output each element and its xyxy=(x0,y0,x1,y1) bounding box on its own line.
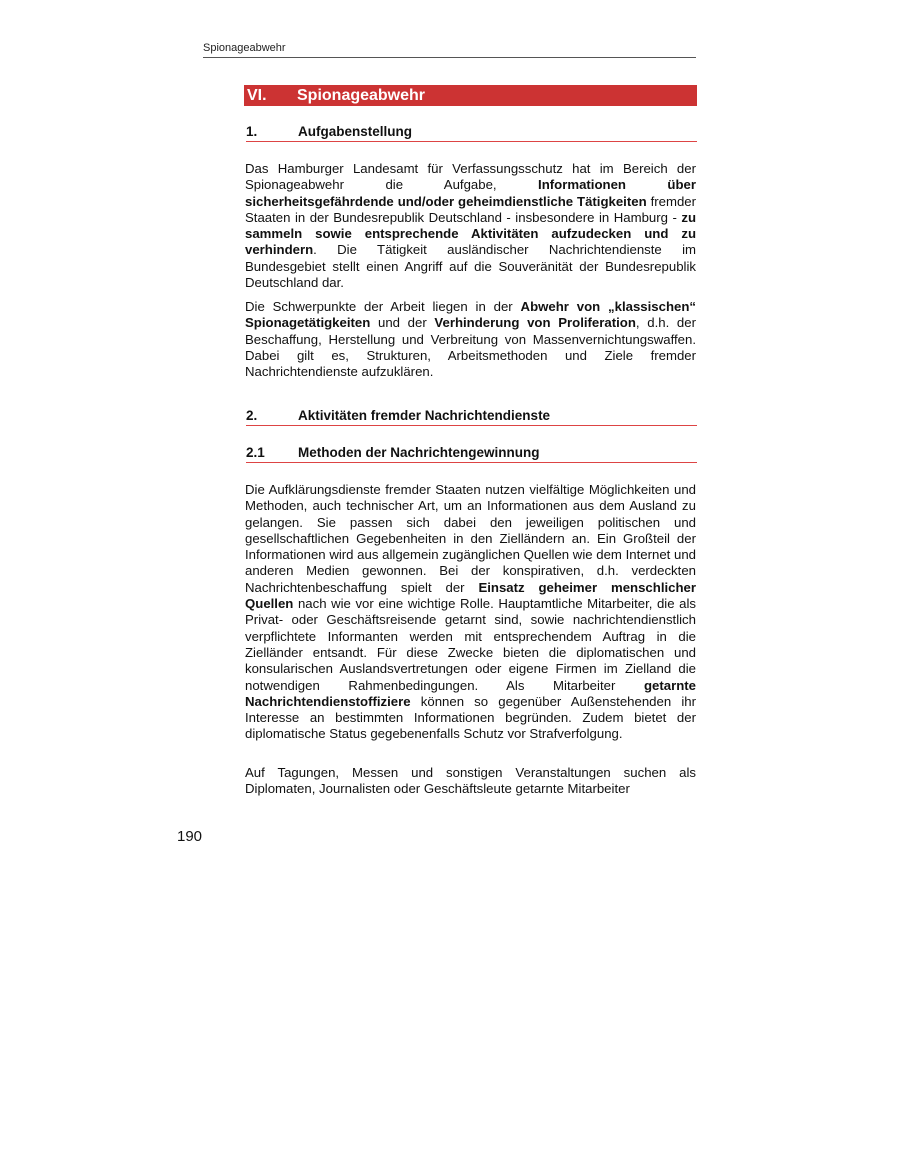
section-title: Aufgabenstellung xyxy=(298,124,412,139)
paragraph-text: . Die Tätigkeit ausländischer Nachrichtendienste im Bundesgebiet stellt einen Angriff auf die Souveränität der Bundesrepublik Deutschland dar. xyxy=(245,242,696,291)
paragraph-text: nach wie vor eine wichtige Rolle. Hauptamtliche Mitarbeiter, die als Privat- oder Geschäftsreisende getarnt sind, sowie nachrichtendienstlich verpflichtete Informanten werden mit entsprechendem Auftrag in die Zielländer entsandt. Für diese Zwecke bieten die diplomatischen und konsularischen Auslandsvertretungen oder eigene Firmen im Zielland die notwendigen Rahmenbedingungen. Als Mitarbeiter xyxy=(245,596,696,693)
section-number: 1. xyxy=(246,124,258,139)
section-number: 2. xyxy=(246,408,258,423)
chapter-title: Spionageabwehr xyxy=(297,86,426,104)
paragraph-aufgabenstellung xyxy=(245,161,696,291)
page-number: 190 xyxy=(177,828,203,845)
paragraph-text: Das Hamburger Landesamt für Verfassungsschutz hat im Bereich der Spionageabwehr die Aufgabe, xyxy=(245,161,696,193)
section-title: Aktivitäten fremder Nachrichtendienste xyxy=(298,408,551,423)
section-title: Methoden der Nachrichtengewinnung xyxy=(298,445,540,460)
paragraph-text: Die Aufklärungsdienste fremder Staaten nutzen vielfältige Möglichkeiten und Methoden, auch technischer Art, um an Informationen aus dem Ausland zu gelangen. Sie passen sich dabei den jeweiligen politischen und gesellschaftlichen Gegebenheiten in den Zielländern an. Ein Großteil der Informationen wird aus allgemein zugänglichen Quellen wie dem Internet und anderen Medien gewonnen. Bei der konspirativen, d.h. verdeckten Nachrichtenbeschaffung spielt der xyxy=(245,482,696,595)
paragraph-text: und der xyxy=(370,315,435,331)
chapter-number: VI. xyxy=(247,86,267,104)
section-heading-2 xyxy=(246,408,697,426)
paragraph-text: fremder Staaten in der Bundesrepublik Deutschland - insbesondere in Hamburg - xyxy=(245,193,697,225)
paragraph-bold: Abwehr von „klassischen“ Spionagetätigkeiten xyxy=(245,299,696,331)
paragraph-text: können so gegenüber Außenstehenden ihr Interesse an bestimmten Informationen begründen. Zudem bietet der diplomatische Status gegebenenfalls Schutz vor Strafverfolgung. xyxy=(245,693,696,742)
chapter-heading xyxy=(244,85,697,106)
section-number: 2.1 xyxy=(246,445,265,460)
subsection-heading-2-1 xyxy=(246,445,697,463)
paragraph-schwerpunkte xyxy=(245,299,696,380)
running-header: Spionageabwehr xyxy=(203,42,696,58)
paragraph-bold: Einsatz geheimer menschlicher Quellen xyxy=(245,579,696,612)
paragraph-bold: Informationen über sicherheitsgefährdende und/oder geheimdienstliche Tätigkeiten xyxy=(245,177,697,209)
section-heading-1 xyxy=(246,124,697,142)
paragraph-bold: Verhinderung von Proliferation xyxy=(434,315,636,331)
paragraph-tagungen: Auf Tagungen, Messen und sonstigen Veranstaltungen suchen als Diplomaten, Journalisten oder Geschäftsleute getarnte Mitarbeiter xyxy=(245,765,696,797)
paragraph-bold: getarnte Nachrichtendienstoffiziere xyxy=(245,677,696,709)
paragraph-text: , d.h. der Beschaffung, Herstellung und Verbreitung von Massenvernichtungswaffen. Dabei gilt es, Strukturen, Arbeitsmethoden und Ziele fremder Nachrichtendienste aufzuklären. xyxy=(245,315,696,380)
paragraph-methoden xyxy=(245,482,696,743)
paragraph-bold: zu sammeln sowie entsprechende Aktivitäten aufzudecken und zu verhindern xyxy=(245,209,696,258)
paragraph-text: Die Schwerpunkte der Arbeit liegen in der xyxy=(245,299,521,314)
